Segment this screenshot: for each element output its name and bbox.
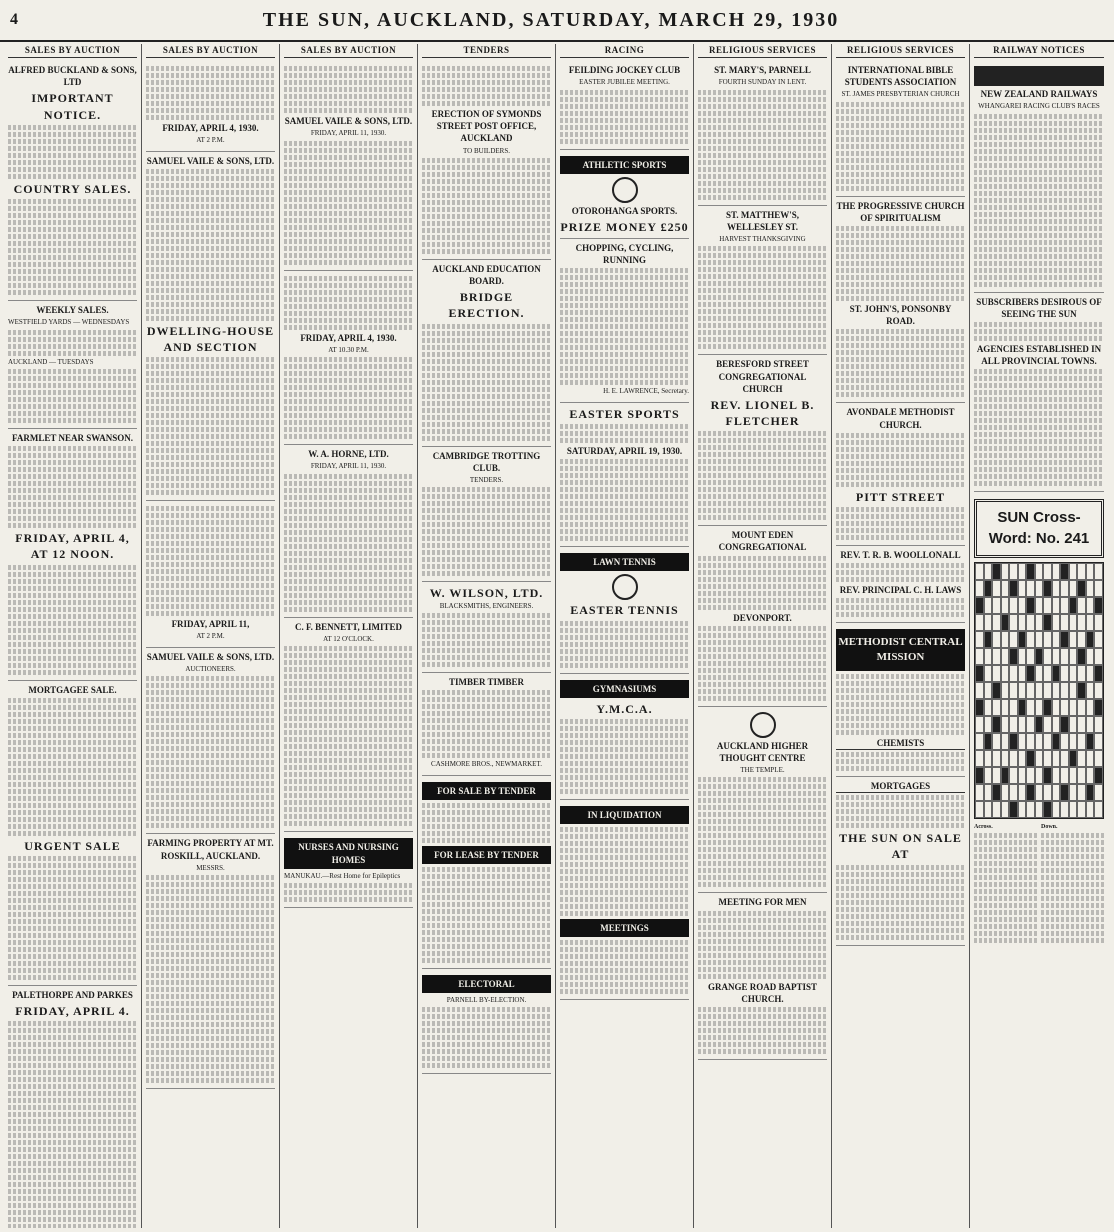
- column-heading: TENDERS: [422, 44, 551, 58]
- column-heading: SALES BY AUCTION: [8, 44, 137, 58]
- advert-line: GRANGE ROAD BAPTIST CHURCH.: [707, 981, 817, 1004]
- advert-line: FOURTH SUNDAY IN LENT.: [718, 78, 807, 87]
- advert-line: MESSRS.: [196, 863, 225, 872]
- advert-title: TIMBER TIMBER: [448, 677, 525, 687]
- advert-line: PRIZE MONEY £250: [560, 220, 689, 234]
- advert-line: FRIDAY, APRIL 4.: [15, 1003, 130, 1018]
- advert-title: W. WILSON, LTD.: [429, 586, 544, 601]
- advert-line: Y.M.C.A.: [596, 701, 653, 716]
- advert: [560, 547, 689, 673]
- advert-line: IMPORTANT NOTICE.: [31, 91, 114, 122]
- advert: [836, 197, 965, 404]
- advert-line: AUCKLAND — TUESDAYS: [8, 357, 94, 366]
- column-heading: RAILWAY NOTICES: [974, 44, 1104, 58]
- advert: [422, 61, 551, 260]
- advert-title: MOUNT EDEN CONGREGATIONAL: [718, 530, 807, 553]
- advert-title: GYMNASIUMS: [560, 680, 689, 698]
- advert-title: MORTGAGEE SALE.: [28, 684, 117, 695]
- advert-title: ALFRED BUCKLAND & SONS, LTD: [8, 65, 137, 88]
- advert-line: BRIDGE ERECTION.: [448, 290, 525, 321]
- column-8: [970, 44, 1108, 1228]
- advert: [698, 893, 827, 1059]
- advert-title: METHODIST CENTRAL MISSION: [836, 629, 965, 671]
- advert: [8, 429, 137, 681]
- page-columns: [4, 44, 1110, 1228]
- advert-title: BERESFORD STREET CONGREGATIONAL CHURCH: [716, 359, 809, 394]
- advert-title: SAMUEL VAILE & SONS, LTD.: [146, 155, 275, 166]
- advert-line: BLACKSMITHS, ENGINEERS.: [439, 601, 534, 610]
- advert-title: THE PROGRESSIVE CHURCH OF SPIRITUALISM: [836, 200, 965, 223]
- emblem-icon: [750, 712, 776, 738]
- column-2: [142, 44, 280, 1228]
- advert-line: DWELLING-HOUSE AND SECTION: [146, 323, 275, 355]
- advert: [284, 61, 413, 271]
- advert: [8, 61, 137, 301]
- advert: [974, 61, 1104, 293]
- advert: [698, 206, 827, 356]
- column-5: [556, 44, 694, 1228]
- advert: [284, 832, 413, 908]
- advert: [146, 834, 275, 1089]
- advert-title: NURSES AND NURSING HOMES: [284, 838, 413, 868]
- advert: [284, 618, 413, 833]
- advert-title: C. F. BENNETT, LIMITED: [294, 621, 403, 632]
- advert-line: FRIDAY, APRIL 11, 1930.: [310, 129, 387, 138]
- advert-line: H. E. LAWRENCE, Secretary.: [603, 387, 689, 396]
- advert-line: PARNELL BY-ELECTION.: [446, 996, 527, 1004]
- advert-title: NEW ZEALAND RAILWAYS: [980, 89, 1098, 100]
- advert: [560, 403, 689, 547]
- advert-title: FARMLET NEAR SWANSON.: [12, 433, 133, 443]
- advert-title: FARMING PROPERTY AT MT. ROSKILL, AUCKLAND.: [147, 838, 274, 861]
- advert-line: FRIDAY, APRIL 11, 1930.: [310, 462, 387, 471]
- advert-line: REV. LIONEL B. FLETCHER: [710, 397, 815, 429]
- advert: [974, 293, 1104, 493]
- tennis-racket-icon: [612, 574, 638, 600]
- advert-title: SUBSCRIBERS DESIROUS OF SEEING THE SUN: [976, 296, 1102, 319]
- advert-title: FRIDAY, APRIL 4, 1930.: [162, 123, 259, 134]
- advert: [284, 445, 413, 618]
- advert-line: MEETINGS: [560, 919, 689, 937]
- advert: [146, 61, 275, 152]
- advert-line: EASTER JUBILEE MEETING.: [579, 78, 670, 87]
- advert: [698, 526, 827, 706]
- advert-line: AUCTIONEERS.: [185, 664, 236, 673]
- advert-line: PITT STREET: [855, 489, 946, 504]
- advert: [284, 271, 413, 446]
- advert-line: AT 2 P.M.: [196, 136, 225, 145]
- advert-title: AUCKLAND EDUCATION BOARD.: [432, 264, 541, 287]
- advert-title: ELECTORAL: [422, 975, 551, 993]
- advert-line: HARVEST THANKSGIVING: [719, 235, 806, 243]
- advert: [422, 260, 551, 447]
- advert-line: SATURDAY, APRIL 19, 1930.: [566, 446, 683, 457]
- advert-line: EASTER TENNIS: [570, 603, 679, 618]
- advert-line: AGENCIES ESTABLISHED IN ALL PROVINCIAL TOWNS.: [976, 344, 1102, 367]
- advert-title: FEILDING JOCKEY CLUB: [568, 65, 681, 76]
- advert-line: AT 2 P.M.: [196, 632, 225, 641]
- column-4: [418, 44, 556, 1228]
- advert: [422, 447, 551, 583]
- advert: [146, 501, 275, 648]
- crossword-clues: [974, 823, 1104, 945]
- advert-title: FOR SALE BY TENDER: [422, 782, 551, 800]
- advert-title: SAMUEL VAILE & SONS, LTD.: [146, 651, 275, 662]
- advert: [560, 800, 689, 1000]
- advert-line: THE TEMPLE.: [740, 765, 785, 774]
- newspaper-title: THE SUN, AUCKLAND, SATURDAY, MARCH 29, 1930: [262, 8, 840, 31]
- advert: [836, 61, 965, 197]
- advert-title: AUCKLAND HIGHER THOUGHT CENTRE: [716, 740, 809, 763]
- advert-title: AVONDALE METHODIST CHURCH.: [846, 407, 955, 430]
- advert-title: ST. MARY'S, PARNELL: [714, 65, 811, 76]
- advert-line: TENDERS.: [469, 475, 504, 484]
- advert: [422, 673, 551, 776]
- column-1: [4, 44, 142, 1228]
- advert: [146, 648, 275, 835]
- advert: [422, 582, 551, 673]
- advert-line: MANUKAU.—Rest Home for Epileptics: [284, 871, 401, 880]
- page-number: 4: [10, 11, 18, 28]
- advert-line: ST. JOHN'S, PONSONBY ROAD.: [849, 304, 952, 327]
- crossword: [974, 492, 1104, 948]
- locomotive-icon: [974, 66, 1104, 86]
- advert: [836, 403, 965, 545]
- masthead: [0, 0, 1114, 42]
- advert: [836, 777, 965, 946]
- advert-line: CASHMORE BROS., NEWMARKET.: [431, 760, 542, 769]
- advert-line: OTOROHANGA SPORTS.: [571, 205, 678, 216]
- advert: [422, 776, 551, 969]
- advert-title: W. A. HORNE, LTD.: [308, 449, 389, 460]
- column-3: [280, 44, 418, 1228]
- advert-title: ERECTION OF SYMONDS STREET POST OFFICE, AUCKLAND: [431, 109, 542, 144]
- advert-title: EASTER SPORTS: [569, 406, 680, 421]
- advert-line: TO BUILDERS.: [463, 146, 510, 155]
- advert-line: WHANGAREI RACING CLUB'S RACES: [978, 102, 1100, 111]
- advert-line: ST. JAMES PRESBYTERIAN CHURCH: [841, 90, 960, 99]
- advert: [560, 674, 689, 800]
- advert: [8, 986, 137, 1228]
- advert: [698, 355, 827, 526]
- advert: [698, 707, 827, 894]
- advert: [698, 61, 827, 206]
- advert-line: COUNTRY SALES.: [13, 181, 132, 196]
- advert: [8, 301, 137, 429]
- advert-title: PALETHORPE AND PARKES: [12, 989, 133, 1000]
- advert-line: FOR LEASE BY TENDER: [422, 846, 551, 864]
- advert: [836, 623, 965, 777]
- crossword-grid[interactable]: [974, 562, 1104, 819]
- clues-down-heading: Down.: [1041, 823, 1058, 830]
- advert-title: FRIDAY, APRIL 4, 1930.: [300, 332, 397, 343]
- column-heading: SALES BY AUCTION: [284, 44, 413, 58]
- advert-line: REV. PRINCIPAL C. H. LAWS: [839, 585, 962, 596]
- advert: [560, 61, 689, 150]
- advert-title: ATHLETIC SPORTS: [560, 156, 689, 174]
- advert-line: THE SUN ON SALE AT: [839, 831, 962, 862]
- column-heading: RELIGIOUS SERVICES: [698, 44, 827, 58]
- advert-title: MORTGAGES: [836, 780, 965, 793]
- advert-line: AT 12 O'CLOCK.: [323, 635, 374, 644]
- advert-title: IN LIQUIDATION: [560, 806, 689, 824]
- advert-title: INTERNATIONAL BIBLE STUDENTS ASSOCIATION: [844, 65, 957, 88]
- advert-line: AT 10.30 P.M.: [328, 345, 369, 354]
- advert-line: WESTFIELD YARDS — WEDNESDAYS: [8, 318, 130, 327]
- advert-title: SAMUEL VAILE & SONS, LTD.: [284, 116, 413, 127]
- column-6: [694, 44, 832, 1228]
- advert-title: REV. T. R. B. WOOLLONALL: [840, 549, 961, 560]
- advert-title: CHOPPING, CYCLING, RUNNING: [575, 243, 674, 266]
- advert-title: WEEKLY SALES.: [36, 304, 109, 315]
- advert-line: DEVONPORT.: [733, 612, 792, 623]
- advert: [422, 969, 551, 1075]
- advert-title: CAMBRIDGE TROTTING CLUB.: [432, 450, 541, 473]
- advert-line: CHEMISTS: [836, 737, 965, 750]
- advert: [146, 152, 275, 502]
- advert-title: LAWN TENNIS: [560, 553, 689, 571]
- advert-title: ST. MATTHEW'S, WELLESLEY ST.: [726, 209, 799, 232]
- advert: [560, 150, 689, 239]
- advert-title: FRIDAY, APRIL 11,: [171, 619, 250, 630]
- column-heading: RACING: [560, 44, 689, 58]
- advert-line: URGENT SALE: [24, 838, 121, 853]
- advert-line: FRIDAY, APRIL 4, AT 12 NOON.: [15, 531, 130, 562]
- advert: [836, 546, 965, 623]
- advert-title: MEETING FOR MEN: [718, 897, 807, 908]
- advert: [560, 239, 689, 403]
- athlete-icon: [612, 177, 638, 203]
- column-heading: RELIGIOUS SERVICES: [836, 44, 965, 58]
- crossword-title: SUN Cross-Word: No. 241: [974, 499, 1104, 558]
- column-heading: SALES BY AUCTION: [146, 44, 275, 58]
- clues-across-heading: Across.: [974, 823, 993, 830]
- advert: [8, 681, 137, 986]
- column-7: [832, 44, 970, 1228]
